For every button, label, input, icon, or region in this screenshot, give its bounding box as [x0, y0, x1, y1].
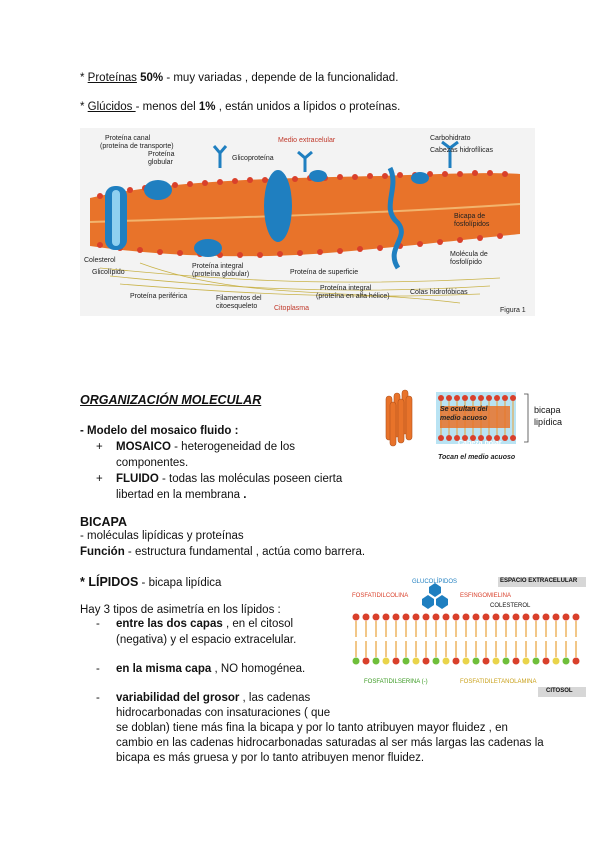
percent-50: 50% — [136, 72, 164, 84]
label-carbohidrato: Carbohidrato — [430, 135, 471, 142]
label-colesterol: Colesterol — [84, 257, 116, 264]
label-proteina-alfa-helice: (proteína en alfa hélice) — [316, 293, 390, 300]
term-funcion: Función — [80, 546, 125, 558]
label-proteina-canal: Proteína canal — [105, 135, 151, 142]
label-proteina-periferica: Proteína periférica — [130, 293, 188, 300]
label-proteina-integral-1: Proteína integral — [192, 263, 244, 270]
bilayer-side-label — [534, 404, 562, 428]
label-citoesqueleto: citoesqueleto — [216, 303, 258, 310]
grosor-para-3: cambio en las cadenas hidrocarbonadas saturadas al ser más largas las cadenas la — [116, 737, 544, 749]
label-bicapa-de: Bicapa de — [454, 213, 486, 220]
membrane-figure — [80, 128, 535, 316]
label-espacio-extracelular: ESPACIO EXTRACELULAR — [500, 578, 578, 584]
entre-capas-desc: , en el citosol — [222, 618, 294, 630]
label-fosfolipidos: fosfolípidos — [454, 221, 490, 228]
entre-capas-desc-cont: (negativa) y el espacio extracelular. — [116, 634, 297, 646]
proteins-desc: - muy variadas , depende de la funcionalidad. — [163, 72, 399, 84]
head-label: Cabeza polar — [458, 440, 502, 447]
term-misma-capa: en la misma capa — [116, 663, 212, 675]
bullet-star: * — [80, 72, 88, 84]
term-proteinas: Proteínas — [87, 72, 137, 84]
plus-bullet: + — [96, 473, 103, 485]
fluido-desc: - todas las moléculas poseen cierta — [158, 473, 343, 485]
label-glicolipido: Glicolípido — [92, 269, 125, 276]
label-globular: globular — [148, 159, 173, 166]
grosor-para-4: bicapa es más gruesa y por lo tanto atribuyen menor fluidez. — [116, 752, 425, 764]
term-glucidos: Glúcidos — [87, 101, 136, 113]
term-variabilidad-grosor: variabilidad del grosor — [116, 692, 240, 704]
bilayer-caption: Tocan el medio acuoso — [438, 454, 516, 461]
dash-bullet: - — [96, 663, 100, 675]
label-proteina-globular: (proteína globular) — [192, 271, 250, 278]
label-colas-hidrofobicas: Colas hidrofóbicas — [410, 289, 468, 296]
label-proteina: Proteína — [148, 151, 175, 158]
label-fosfatidilserina: FOSFATIDILSERINA (-) — [364, 679, 428, 685]
label-figura-1: Figura 1 — [500, 307, 526, 314]
lipidos-title: * LÍPIDOS — [80, 575, 139, 589]
bullet-star: * — [80, 101, 88, 113]
term-mosaico: MOSAICO — [116, 441, 171, 453]
bilayer-figure — [378, 388, 578, 468]
label-esfingomielina: ESFINGOMIELINA — [460, 593, 512, 599]
dash-bullet: - — [96, 618, 100, 630]
label-fosfatidiletanolamina: FOSFATIDILETANOLAMINA — [460, 679, 537, 685]
label-medio-extracelular: Medio extracelular — [278, 137, 336, 144]
term-entre-capas: entre las dos capas — [116, 618, 223, 630]
grosor-desc: , las cadenas — [239, 692, 311, 704]
lipidos-subtitle: - bicapa lipídica — [138, 577, 222, 589]
intro-glucidos-line — [80, 101, 400, 113]
lipidos-intro: Hay 3 tipos de asimetría en los lípidos : — [80, 604, 281, 616]
side-label-1: bicapa — [534, 405, 561, 415]
section-heading: ORGANIZACIÓN MOLECULAR — [80, 393, 262, 407]
side-label-2: lipídica — [534, 417, 563, 427]
bilayer-box-text — [440, 405, 510, 423]
funcion-line — [80, 546, 365, 558]
label-colesterol: COLESTEROL — [490, 603, 531, 609]
funcion-desc: - estructura fundamental , actúa como barrera. — [124, 546, 366, 558]
lipidos-heading — [80, 575, 221, 589]
grosor-para-1: hidrocarbonadas con insaturaciones ( que — [116, 707, 331, 719]
label-glicoproteina: Glicoproteína — [232, 155, 274, 162]
box-line-2: medio acuoso — [440, 415, 488, 422]
label-proteina-integral-2: Proteína integral — [320, 285, 372, 292]
label-fosfatidilcolina: FOSFATIDILCOLINA — [352, 593, 409, 599]
grosor-para-2: se doblan) tiene más fina la bicapa y por lo tanto atribuyen mayor fluidez , en — [116, 722, 508, 734]
term-fluido: FLUIDO — [116, 473, 159, 485]
fluido-desc-cont: libertad en la membrana — [116, 489, 244, 501]
box-line-1: Se ocultan del — [440, 406, 488, 413]
mosaico-desc-cont: componentes. — [116, 457, 189, 469]
fluido-period: . — [243, 489, 247, 501]
membrane-illustration — [80, 128, 535, 316]
glucidos-dash: - menos del — [135, 101, 199, 113]
plus-bullet: + — [96, 441, 103, 453]
label-molecula-de: Molécula de — [450, 251, 488, 258]
label-citoplasma: Citoplasma — [274, 305, 310, 312]
label-cabezas-hidrofilicas: Cabezas hidrofílicas — [430, 147, 494, 154]
intro-proteins-line — [80, 72, 398, 84]
model-title: - Modelo del mosaico fluido : — [80, 425, 239, 437]
misma-capa-desc: , NO homogénea. — [211, 663, 306, 675]
asymmetry-figure — [350, 575, 590, 705]
bicapa-heading: BICAPA — [80, 515, 127, 529]
label-citosol: CITOSOL — [546, 688, 573, 694]
mosaico-desc: - heterogeneidad de los — [170, 441, 295, 453]
label-filamentos-del: Filamentos del — [216, 295, 262, 302]
glucidos-desc: , están unidos a lípidos o proteínas. — [215, 101, 401, 113]
label-fosfolipido: fosfolípido — [450, 259, 482, 266]
dash-bullet: - — [96, 692, 100, 704]
label-proteina-transporte: (proteína de transporte) — [100, 143, 174, 150]
label-glucolipidos: GLUCOLÍPIDOS — [412, 579, 458, 585]
label-proteina-superficie: Proteína de superficie — [290, 269, 359, 276]
percent-1: 1% — [198, 101, 216, 113]
bicapa-line: - moléculas lipídicas y proteínas — [80, 530, 244, 542]
